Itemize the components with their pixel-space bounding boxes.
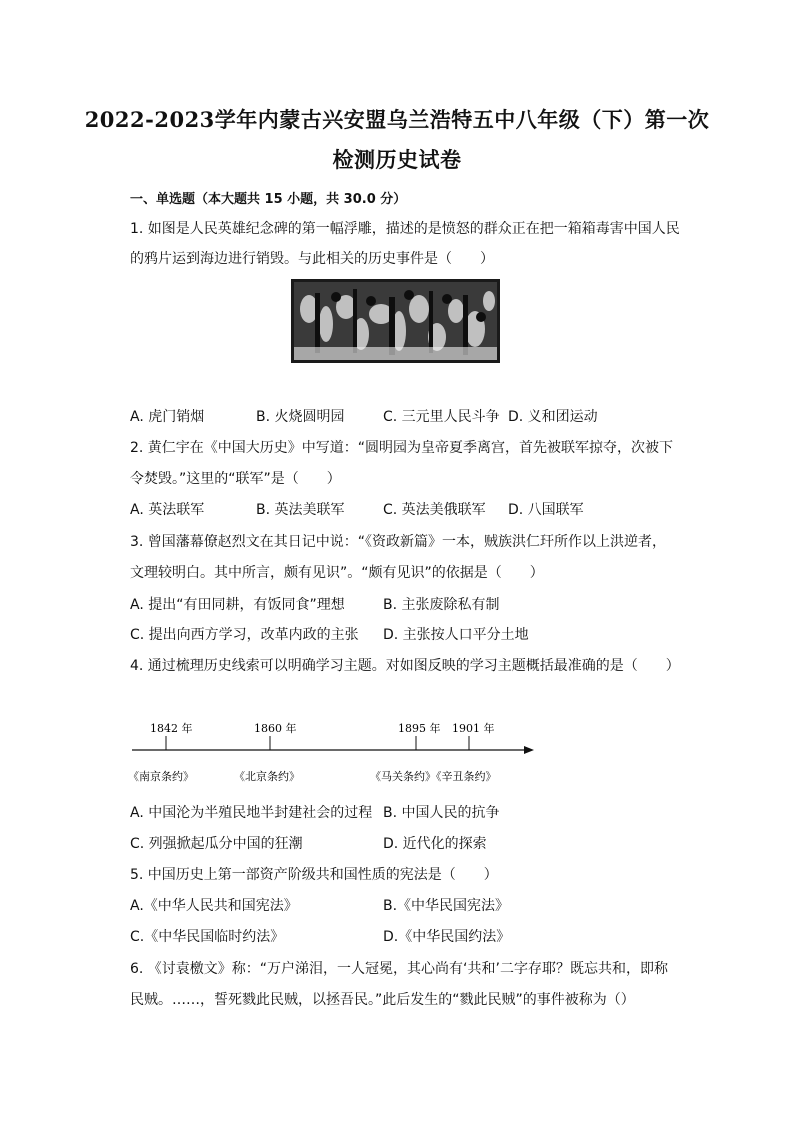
q2-option-a[interactable]: A. 英法联军 (130, 502, 205, 518)
q5-option-c[interactable]: C.《中华民国临时约法》 (130, 929, 285, 945)
timeline-arrow-icon (524, 746, 534, 754)
q2-option-c[interactable]: C. 英法美俄联军 (383, 502, 486, 518)
q3-option-d[interactable]: D. 主张按人口平分土地 (383, 627, 529, 643)
timeline-year-1842: 1842 年 (150, 722, 193, 735)
exam-title-line1: 2022-2023学年内蒙古兴安盟乌兰浩特五中八年级（下）第一次 (84, 107, 710, 132)
question-1-line2: 的鸦片运到海边进行销毁。与此相关的历史事件是（ ） (130, 251, 494, 267)
q3-option-a[interactable]: A. 提出“有田同耕，有饭同食”理想 (130, 597, 345, 613)
q4-option-a[interactable]: A. 中国沦为半殖民地半封建社会的过程 (130, 805, 373, 821)
question-3-line2: 文理较明白。其中所言，颇有见识”。“颇有见识”的依据是（ ） (130, 565, 544, 581)
question-4-line1: 4. 通过梳理历史线索可以明确学习主题。对如图反映的学习主题概括最准确的是（ ） (130, 658, 680, 674)
q4-option-d[interactable]: D. 近代化的探索 (383, 836, 487, 852)
q5-option-b[interactable]: B.《中华民国宪法》 (383, 898, 510, 914)
q1-option-d[interactable]: D. 义和团运动 (508, 409, 598, 425)
q2-option-b[interactable]: B. 英法美联军 (256, 502, 345, 518)
q4-option-c[interactable]: C. 列强掀起瓜分中国的狂潮 (130, 836, 303, 852)
section-heading: 一、单选题（本大题共 15 小题，共 30.0 分） (130, 192, 407, 207)
question-3-line1: 3. 曾国藩幕僚赵烈文在其日记中说：“《资政新篇》一本，贼族洪仁玕所作以上洪逆者， (130, 534, 667, 550)
q3-option-b[interactable]: B. 主张废除私有制 (383, 597, 500, 613)
q1-option-b[interactable]: B. 火烧圆明园 (256, 409, 345, 425)
timeline-treaty-nanjing: 《南京条约》 (128, 770, 194, 783)
q5-option-a[interactable]: A.《中华人民共和国宪法》 (130, 898, 298, 914)
monument-relief-image (291, 279, 500, 363)
treaty-timeline (126, 712, 536, 792)
q4-option-b[interactable]: B. 中国人民的抗争 (383, 805, 500, 821)
q5-option-d[interactable]: D.《中华民国约法》 (383, 929, 511, 945)
timeline-treaty-maguan-xinchou: 《马关条约》《辛丑条约》 (370, 770, 497, 783)
question-2-line2: 令焚毁。”这里的“联军”是（ ） (130, 471, 341, 487)
q3-option-c[interactable]: C. 提出向西方学习，改革内政的主张 (130, 627, 359, 643)
q1-option-c[interactable]: C. 三元里人民斗争 (383, 409, 500, 425)
timeline-treaty-beijing: 《北京条约》 (234, 770, 300, 783)
exam-title-line2: 检测历史试卷 (332, 147, 462, 172)
timeline-year-1901: 1901 年 (452, 722, 495, 735)
question-1-line1: 1. 如图是人民英雄纪念碑的第一幅浮雕，描述的是愤怒的群众正在把一箱箱毒害中国人民 (130, 221, 680, 237)
timeline-year-1895: 1895 年 (398, 722, 441, 735)
q1-option-a[interactable]: A. 虎门销烟 (130, 409, 205, 425)
question-6-line2: 民贼。……，誓死戮此民贼，以拯吾民。”此后发生的“戮此民贼”的事件被称为（） (130, 992, 635, 1008)
question-6-line1: 6. 《讨袁檄文》称：“万户涕泪，一人冠冕，其心尚有‘共和’二字存耶？既忘共和，即称 (130, 961, 668, 977)
question-5-line1: 5. 中国历史上第一部资产阶级共和国性质的宪法是（ ） (130, 867, 498, 883)
question-2-line1: 2. 黄仁宇在《中国大历史》中写道：“圆明园为皇帝夏季离宫，首先被联军掠夺，次被下 (130, 440, 674, 456)
q2-option-d[interactable]: D. 八国联军 (508, 502, 584, 518)
timeline-year-1860: 1860 年 (254, 722, 297, 735)
